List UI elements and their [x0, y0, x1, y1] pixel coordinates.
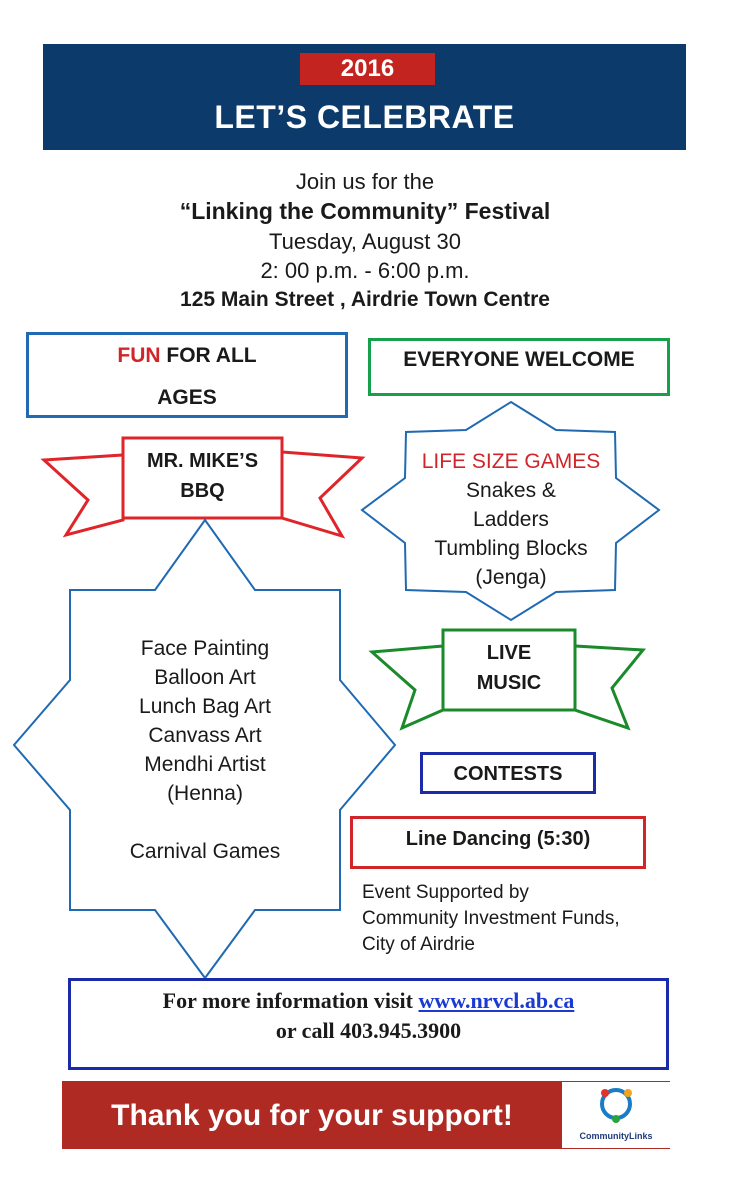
- fun-rest: FOR ALL: [160, 344, 257, 367]
- intro-join: Join us for the: [295, 169, 435, 194]
- event-date: Tuesday, August 30: [268, 229, 462, 254]
- music-line1: LIVE: [486, 642, 532, 664]
- line-dancing-text: Line Dancing (5:30): [405, 828, 591, 850]
- logo-text: CommunityLinks: [579, 1131, 653, 1141]
- contests-text: CONTESTS: [453, 763, 563, 785]
- bbq-line1: MR. MIKE’S: [146, 450, 259, 472]
- activity-item: (Henna): [167, 782, 243, 805]
- thank-you-text: Thank you for your support!: [111, 1099, 513, 1132]
- event-time: 2: 00 p.m. - 6:00 p.m.: [260, 258, 470, 283]
- info-phone: or call 403.945.3900: [275, 1018, 462, 1043]
- year-badge: 2016: [300, 53, 435, 85]
- sponsor-note: [362, 880, 702, 958]
- info-line1: [68, 986, 669, 1016]
- bbq-line2: BBQ: [180, 480, 225, 502]
- music-banner-text: [443, 638, 575, 698]
- bbq-banner-text: [123, 446, 282, 506]
- sponsor-line: City of Airdrie: [362, 934, 475, 955]
- website-link[interactable]: www.nrvcl.ab.ca: [418, 988, 575, 1013]
- activity-item: Balloon Art: [154, 666, 256, 689]
- music-line2: MUSIC: [476, 672, 542, 694]
- games-star-text: [395, 447, 627, 592]
- page-title: LET’S CELEBRATE: [214, 99, 515, 135]
- fun-for-all-text: [26, 340, 348, 414]
- sponsor-line: Event Supported by: [362, 882, 529, 903]
- activity-item: Mendhi Artist: [144, 753, 266, 776]
- activity-item: Face Painting: [140, 637, 270, 660]
- event-name: “Linking the Community” Festival: [179, 198, 551, 224]
- activity-item: Canvass Art: [148, 724, 262, 747]
- activity-item: Carnival Games: [129, 840, 281, 863]
- games-line: Ladders: [473, 508, 549, 531]
- fun-highlight: FUN: [117, 344, 161, 367]
- everyone-welcome-text: EVERYONE WELCOME: [403, 348, 635, 371]
- info-prefix: For more information visit: [162, 988, 419, 1013]
- activities-star-text: [85, 634, 325, 866]
- activity-item: Lunch Bag Art: [139, 695, 271, 718]
- games-heading: LIFE SIZE GAMES: [421, 450, 601, 473]
- fun-ages: AGES: [157, 386, 217, 409]
- games-line: Snakes &: [466, 479, 556, 502]
- games-line: (Jenga): [475, 566, 547, 589]
- event-location: 125 Main Street , Airdrie Town Centre: [180, 288, 550, 311]
- games-line: Tumbling Blocks: [434, 537, 588, 560]
- sponsor-line: Community Investment Funds,: [362, 908, 620, 929]
